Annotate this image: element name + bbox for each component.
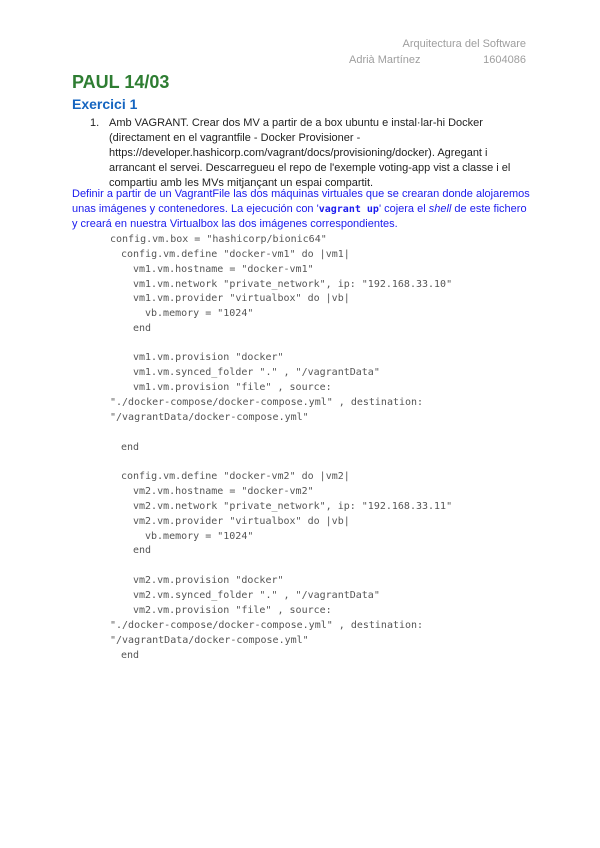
code-line: vm1.vm.synced_folder "." , "/vagrantData"	[133, 367, 380, 378]
code-line: end	[133, 545, 152, 556]
code-line: vm2.vm.hostname = "docker-vm2"	[133, 486, 314, 497]
code-line: vb.memory = "1024"	[145, 308, 254, 319]
code-line: "./docker-compose/docker-compose.yml" , destination:	[110, 620, 424, 631]
code-line: vm2.vm.provision "docker"	[133, 575, 284, 586]
code-line: vm1.vm.network "private_network", ip: "192.168.33.10"	[133, 279, 453, 290]
code-line: config.vm.define "docker-vm1" do |vm1|	[121, 249, 350, 260]
code-line: vm2.vm.provision "file" , source:	[133, 605, 332, 616]
code-line: vm2.vm.synced_folder "." , "/vagrantData"	[133, 590, 380, 601]
code-line: end	[133, 323, 152, 334]
code-line: vm1.vm.hostname = "docker-vm1"	[133, 264, 314, 275]
author-row	[306, 52, 526, 68]
code-line: "./docker-compose/docker-compose.yml" , destination:	[110, 397, 424, 408]
code-line: end	[121, 442, 140, 453]
exercise-heading: Exercici 1	[72, 96, 138, 112]
code-line: config.vm.box = "hashicorp/bionic64"	[110, 234, 327, 245]
description-part-3: de este fichero y creará en nuestra Virtualbox las dos imágenes correspondientes.	[72, 203, 527, 230]
code-line: vm1.vm.provision "docker"	[133, 352, 284, 363]
code-line: vm2.vm.provider "virtualbox" do |vb|	[133, 516, 350, 527]
student-id: 1604086	[483, 54, 526, 66]
code-line: "/vagrantData/docker-compose.yml"	[110, 635, 309, 646]
author-name: Adrià Martínez	[349, 54, 421, 66]
code-line: config.vm.define "docker-vm2" do |vm2|	[121, 471, 350, 482]
code-line: vm1.vm.provision "file" , source:	[133, 382, 332, 393]
description-part-2: ' cojera el	[378, 203, 429, 215]
course-name: Arquitectura del Software	[402, 38, 526, 50]
description-part-1: Definir a partir de un VagrantFile las dos máquinas virtuales que se crearan donde alojaremos unas imágenes y contenedores. La ejecución con '	[72, 188, 530, 215]
page-title: PAUL 14/03	[72, 72, 170, 92]
task-text: Amb VAGRANT. Crear dos MV a partir de a box ubuntu e instal·lar-hi Docker (directament en el vagrantfile - Docker Provisioner - https://developer.hashicorp.com/vagrant/docs/provisioning/docker). Agregant i arrancant el servei. Descarregueu el repo de l'exemple voting-app vist a classe i el compartiu amb les MVs mitjançant un espai compartit.	[109, 117, 511, 189]
code-line: vm1.vm.provider "virtualbox" do |vb|	[133, 293, 350, 304]
code-line: "/vagrantData/docker-compose.yml"	[110, 412, 309, 423]
document-header	[306, 36, 526, 68]
description-shell: shell	[428, 203, 452, 215]
code-line: vb.memory = "1024"	[145, 531, 254, 542]
task-number: 1.	[90, 117, 100, 129]
description-command: vagrant up	[318, 204, 379, 215]
code-line: end	[121, 650, 140, 661]
task-item	[90, 116, 530, 191]
description-paragraph	[72, 187, 532, 232]
code-line: vm2.vm.network "private_network", ip: "192.168.33.11"	[133, 501, 453, 512]
